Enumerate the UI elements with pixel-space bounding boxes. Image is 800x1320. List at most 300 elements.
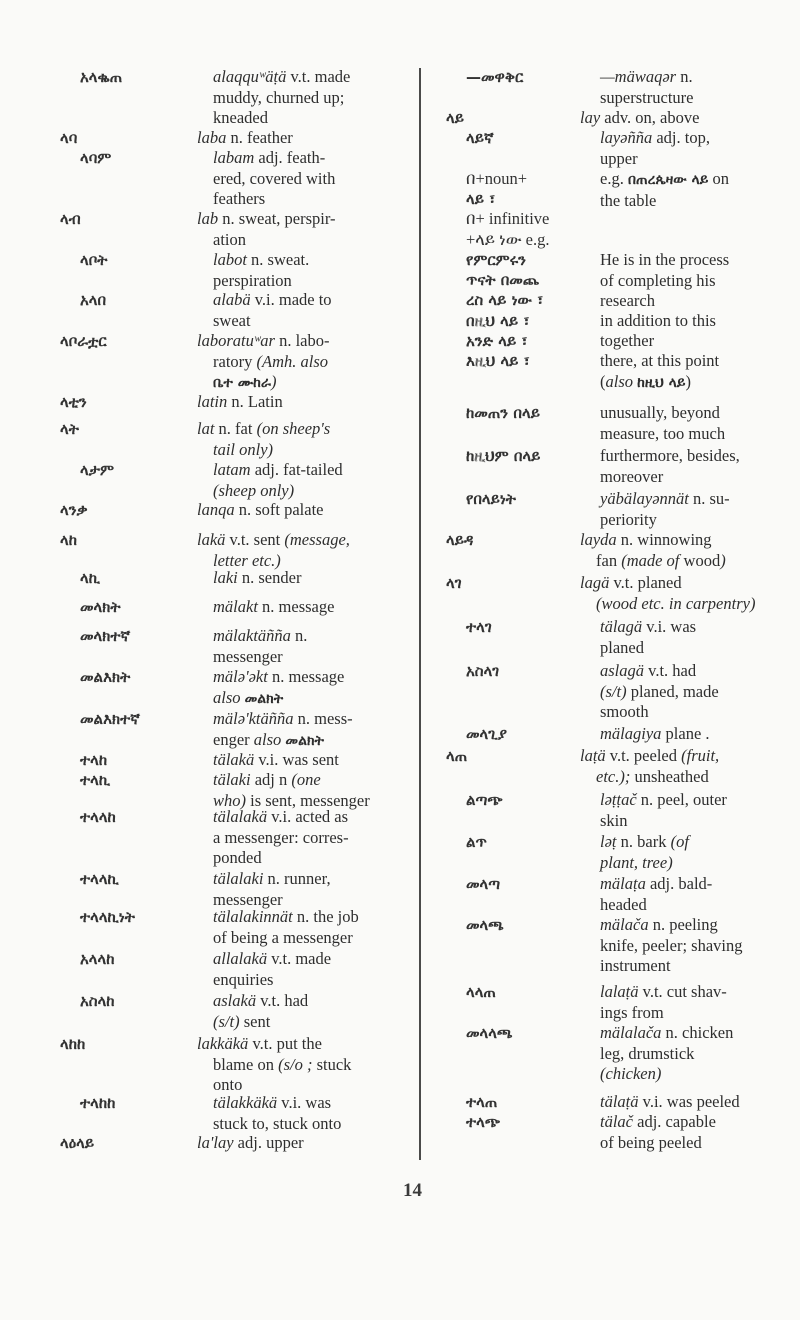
gloss-line — [600, 956, 782, 977]
italic-note: (one — [291, 770, 321, 789]
gloss — [600, 1023, 782, 1085]
headword: መላላጫ — [466, 1024, 513, 1042]
amharic-text: በጠረጴዛው ላይ — [627, 172, 709, 188]
transliteration: lagä — [580, 573, 610, 592]
amharic-text: መልክት — [285, 732, 324, 749]
gloss — [600, 1092, 782, 1113]
definition-text: on — [708, 169, 729, 188]
gloss — [600, 128, 782, 169]
definition-text: n. — [676, 67, 693, 86]
gloss — [197, 500, 394, 521]
definition-text: moreover — [600, 466, 664, 486]
gloss — [197, 128, 394, 149]
gloss — [580, 746, 762, 787]
definition-text: v.i. was sent — [254, 750, 339, 769]
headword: ላባም — [80, 149, 112, 167]
headword: መላጣ — [466, 875, 501, 893]
gloss — [213, 626, 410, 667]
definition-text: adv. on, above — [600, 108, 700, 127]
gloss-line — [600, 250, 782, 271]
definition-text: enquiries — [213, 969, 274, 989]
transliteration: aslagä — [600, 661, 645, 680]
headword: ተላላኪነት — [80, 908, 135, 926]
definition-text: v.i. was peeled — [638, 1092, 740, 1111]
gloss-line — [600, 811, 782, 832]
headword: —መዋቅር — [466, 68, 524, 86]
gloss-line — [213, 949, 410, 970]
headword: ረስ ላይ ነው ፣ — [466, 291, 544, 309]
gloss-line — [197, 440, 394, 461]
definition-text: messenger — [213, 889, 283, 909]
transliteration: tälač — [600, 1112, 633, 1131]
gloss-line — [213, 688, 410, 710]
gloss-line — [213, 460, 410, 481]
transliteration: lalaṭä — [600, 982, 639, 1001]
italic-note: also — [605, 371, 638, 391]
definition-text: n. chicken — [661, 1023, 734, 1042]
gloss-line — [600, 88, 782, 109]
headword: መላጫ — [466, 916, 504, 934]
gloss-line — [213, 709, 410, 730]
transliteration: mälaktäñña — [213, 626, 291, 645]
italic-note: who) — [213, 790, 246, 810]
transliteration: laṭä — [580, 746, 606, 765]
definition-text: adj. top, — [652, 128, 710, 147]
gloss — [213, 1093, 410, 1134]
gloss-line — [600, 1112, 782, 1133]
headword: ላቲን — [60, 393, 87, 411]
headword: ከዚህም በላይ — [466, 447, 541, 465]
definition-text: feathers — [213, 189, 266, 208]
definition-text: muddy, churned up; — [213, 87, 345, 107]
definition-text: ings from — [600, 1002, 664, 1022]
transliteration: tälagä — [600, 617, 643, 636]
headword: መልእክተኛ — [80, 710, 140, 728]
definition-text: skin — [600, 810, 628, 830]
gloss — [600, 832, 782, 873]
italic-note: plant, tree) — [600, 852, 673, 872]
transliteration: tälaki — [213, 770, 251, 789]
headword: ላይኛ — [466, 129, 494, 147]
gloss — [213, 991, 410, 1032]
italic-note: (Amh. also — [256, 351, 329, 371]
definition-text: sent — [239, 1011, 271, 1031]
gloss — [213, 568, 410, 589]
gloss — [213, 67, 410, 129]
gloss — [600, 67, 782, 108]
gloss-line — [213, 67, 410, 88]
gloss-line — [600, 790, 782, 811]
gloss-line — [213, 991, 410, 1012]
definition-text: n. bark — [616, 832, 671, 851]
gloss — [600, 1112, 782, 1153]
gloss-line — [213, 189, 410, 210]
gloss-line — [600, 424, 782, 445]
headword: ላቦት — [80, 251, 108, 269]
gloss — [197, 209, 394, 250]
gloss-line — [600, 128, 782, 149]
definition-text: n. peeling — [648, 915, 718, 934]
headword: ተላላኪ — [80, 870, 119, 888]
gloss-line — [600, 1044, 782, 1065]
definition-text: together — [600, 331, 655, 350]
transliteration: lat — [197, 419, 215, 438]
amharic-text: ቤተ ሙከራ — [213, 375, 271, 391]
transliteration: mälača — [600, 915, 649, 934]
definition-text: v.t. had — [644, 661, 697, 680]
gloss-line — [213, 148, 410, 169]
gloss-line — [600, 1023, 782, 1044]
transliteration: laboratuʷar — [197, 331, 275, 350]
definition-text: leg, drumstick — [600, 1043, 695, 1063]
gloss-line — [213, 1093, 410, 1114]
definition-text: plane . — [661, 724, 710, 743]
gloss — [213, 667, 410, 709]
headword: አላበ — [80, 291, 107, 309]
transliteration: layda — [580, 530, 617, 549]
transliteration: tälakkäkä — [213, 1093, 278, 1112]
headword: ላይ — [446, 109, 464, 127]
gloss-line — [213, 928, 410, 949]
gloss-line — [600, 311, 782, 332]
italic-note: (s/t) — [600, 681, 627, 701]
headword: ተላኪ — [80, 771, 111, 789]
definition-text: in addition to this — [600, 311, 716, 330]
gloss-line — [600, 1064, 782, 1085]
definition-text: v.i. made to — [250, 290, 332, 309]
amharic-text: ከዚህ ላይ — [637, 374, 686, 391]
headword: አንድ ላይ ፣ — [466, 332, 528, 350]
gloss-line — [197, 1034, 394, 1055]
italic-note: etc.); — [596, 766, 631, 786]
transliteration: tälalakä — [213, 807, 268, 826]
gloss — [600, 982, 782, 1023]
definition-text: smooth — [600, 702, 649, 721]
headword: እዚህ ላይ ፣ — [466, 352, 530, 370]
gloss — [600, 874, 782, 915]
gloss — [213, 250, 410, 291]
definition-text: n. sweat, perspir- — [218, 209, 336, 228]
gloss-line — [600, 372, 782, 394]
gloss-line — [197, 128, 394, 149]
gloss-line — [600, 149, 782, 170]
headword: መላጊያ — [466, 725, 507, 743]
gloss-line — [197, 209, 394, 230]
italic-note: also — [253, 729, 286, 749]
transliteration: mälagiya — [600, 724, 662, 743]
headword: ከመጠን በላይ — [466, 404, 540, 422]
definition-text: a messenger: corres- — [213, 827, 349, 847]
definition-text: n. labo- — [274, 331, 330, 350]
italic-note: ) — [720, 550, 726, 570]
gloss-line — [600, 291, 782, 312]
definition-text: v.t. cut shav- — [638, 982, 727, 1001]
definition-text: fan — [596, 550, 622, 570]
gloss-line — [213, 481, 410, 502]
gloss-line — [600, 1092, 782, 1113]
gloss-line — [197, 392, 394, 413]
gloss-line — [213, 568, 410, 589]
definition-text: n. su- — [688, 489, 730, 508]
definition-text: v.t. had — [256, 991, 309, 1010]
gloss-line — [213, 647, 410, 668]
gloss — [600, 403, 782, 444]
transliteration: mälakt — [213, 597, 258, 616]
gloss-line — [213, 730, 410, 752]
gloss-line — [600, 832, 782, 853]
definition-text: adj. fat-tailed — [250, 460, 343, 479]
gloss — [600, 724, 782, 745]
definition-text: n. the job — [292, 907, 359, 926]
gloss-line — [213, 869, 410, 890]
gloss-line — [580, 573, 762, 594]
gloss-line — [213, 970, 410, 991]
definition-text: blame on — [213, 1054, 279, 1074]
gloss — [600, 351, 782, 393]
transliteration: mälalača — [600, 1023, 662, 1042]
headword: በ+ infinitive — [466, 209, 550, 228]
italic-note: (s/t) — [213, 1011, 240, 1031]
definition-text: of completing his — [600, 270, 716, 290]
transliteration: tälalakinnät — [213, 907, 293, 926]
gloss-line — [213, 848, 410, 869]
gloss — [213, 770, 410, 811]
definition-text: v.t. made — [286, 67, 351, 86]
headword: ልጥ — [466, 833, 487, 851]
gloss-line — [600, 351, 782, 372]
gloss-line — [600, 331, 782, 352]
definition-text: v.t. made — [267, 949, 332, 968]
headword: ላከከ — [60, 1035, 86, 1053]
definition-text: upper — [600, 148, 638, 168]
definition-text: adj. bald- — [645, 874, 713, 893]
gloss-line — [197, 352, 394, 373]
gloss-line — [600, 915, 782, 936]
gloss-line — [600, 853, 782, 874]
gloss — [213, 807, 410, 869]
gloss-line — [213, 807, 410, 828]
gloss-line — [600, 467, 782, 488]
headword: ላብ — [60, 210, 81, 228]
gloss — [197, 392, 394, 413]
gloss-line — [600, 446, 782, 467]
gloss-line — [600, 724, 782, 745]
gloss-line — [600, 682, 782, 703]
transliteration: yäbälayənnät — [600, 489, 689, 508]
transliteration: laba — [197, 128, 227, 147]
definition-text: adj. feath- — [254, 148, 326, 167]
headword: የበላይነት — [466, 490, 516, 508]
gloss — [580, 573, 762, 614]
definition-text: n. sweat. — [246, 250, 310, 269]
transliteration: ləṭ — [600, 832, 617, 851]
transliteration: labot — [213, 250, 247, 269]
gloss — [197, 1133, 394, 1154]
gloss-line — [213, 626, 410, 647]
gloss-line — [600, 936, 782, 957]
definition-text: furthermore, besides, — [600, 446, 740, 465]
definition-text: measure, too much — [600, 423, 726, 443]
gloss — [600, 446, 782, 487]
definition-text: n. message — [267, 667, 345, 686]
headword: ልጣጭ — [466, 791, 503, 809]
definition-text: v.t. sent — [225, 530, 285, 549]
gloss-line — [197, 372, 394, 394]
definition-text: ( — [600, 371, 606, 391]
definition-text: v.i. was — [277, 1093, 332, 1112]
gloss-line — [600, 510, 782, 531]
gloss — [213, 907, 410, 948]
headword: ተላላከ — [80, 808, 116, 826]
gloss-line — [600, 661, 782, 682]
gloss — [213, 869, 410, 910]
transliteration: la'lay — [197, 1133, 234, 1152]
gloss — [600, 661, 782, 723]
headword: በዚህ ላይ ፣ — [466, 312, 530, 330]
gloss — [600, 790, 782, 831]
definition-text: n. Latin — [227, 392, 283, 411]
italic-note: (wood etc. in carpentry) — [596, 593, 756, 613]
headword: ላንቃ — [60, 501, 88, 519]
gloss-line — [213, 1114, 410, 1135]
gloss-line — [600, 982, 782, 1003]
gloss-line — [213, 750, 410, 771]
definition-text: unsheathed — [630, 766, 709, 786]
italic-note: (sheep only) — [213, 480, 295, 500]
gloss — [213, 709, 410, 751]
definition-text: ered, covered with — [213, 168, 336, 188]
definition-text: there, at this point — [600, 351, 720, 370]
headword: በ+noun+ — [466, 169, 528, 188]
gloss — [600, 617, 782, 658]
gloss-line — [600, 895, 782, 916]
headword: ላይዳ — [446, 531, 474, 549]
headword: አላላከ — [80, 950, 115, 968]
definition-text: planed — [600, 637, 644, 657]
gloss-line — [213, 250, 410, 271]
transliteration: ləṭṭač — [600, 790, 637, 809]
gloss — [213, 597, 410, 618]
gloss-line — [580, 767, 762, 788]
gloss-line — [197, 1133, 394, 1154]
definition-text: adj. capable — [633, 1112, 716, 1131]
transliteration: —mäwaqər — [600, 67, 677, 86]
gloss — [600, 915, 782, 977]
transliteration: mälə'əkt — [213, 667, 268, 686]
headword: ላቦራቷር — [60, 332, 107, 350]
gloss-line — [580, 551, 762, 572]
gloss-line — [600, 271, 782, 292]
definition-text: n. fat — [214, 419, 257, 438]
gloss-line — [213, 667, 410, 688]
definition-text: wood — [679, 550, 721, 570]
definition-text: knife, peeler; shaving — [600, 935, 743, 955]
definition-text: of being peeled — [600, 1132, 702, 1152]
transliteration: labam — [213, 148, 255, 167]
definition-text: n. — [290, 626, 308, 645]
definition-text: enger — [213, 729, 254, 749]
gloss — [600, 489, 782, 530]
headword: ላይ ፣ — [466, 190, 496, 208]
definition-text: n. message — [257, 597, 335, 616]
gloss — [213, 750, 410, 771]
gloss-line — [600, 638, 782, 659]
transliteration: lanqa — [197, 500, 235, 519]
gloss-line — [197, 419, 394, 440]
gloss-line — [600, 403, 782, 424]
definition-text: periority — [600, 509, 657, 529]
gloss — [197, 419, 394, 460]
gloss-line — [213, 907, 410, 928]
gloss-line — [580, 594, 762, 615]
gloss-line — [580, 746, 762, 767]
gloss-line — [213, 169, 410, 190]
gloss-line — [197, 331, 394, 352]
gloss — [213, 148, 410, 210]
transliteration: latam — [213, 460, 251, 479]
definition-text: He is in the process — [600, 250, 730, 269]
definition-text: adj n — [250, 770, 292, 789]
definition-text: is sent, messenger — [246, 790, 370, 810]
gloss-line — [600, 617, 782, 638]
gloss-line — [600, 1003, 782, 1024]
transliteration: lay — [580, 108, 601, 127]
gloss-line — [213, 597, 410, 618]
gloss — [600, 331, 782, 352]
italic-note: (of — [670, 832, 689, 851]
headword: ላታም — [80, 461, 114, 479]
definition-text: perspiration — [213, 270, 292, 290]
definition-text: planed, made — [626, 681, 719, 701]
headword: +ላይ ነው e.g. — [466, 230, 550, 249]
definition-text: kneaded — [213, 108, 268, 127]
definition-text: ponded — [213, 848, 262, 867]
definition-text: v.t. put the — [248, 1034, 322, 1053]
definition-text: e.g. — [600, 169, 628, 188]
headword: መላክተኛ — [80, 627, 131, 645]
transliteration: mälə'ktäñña — [213, 709, 294, 728]
gloss — [213, 290, 410, 331]
headword: ላባ — [60, 129, 78, 147]
definition-text: v.t. peeled — [605, 746, 682, 765]
transliteration: latin — [197, 392, 228, 411]
definition-text: adj. upper — [233, 1133, 304, 1152]
gloss — [197, 331, 394, 394]
definition-text: onto — [213, 1075, 243, 1094]
headword: ላገ — [446, 574, 462, 592]
transliteration: allalakä — [213, 949, 268, 968]
definition-text: v.i. acted as — [267, 807, 349, 826]
definition-text: n. peel, outer — [636, 790, 727, 809]
italic-note: (fruit, — [681, 746, 720, 765]
headword: ላጠ — [446, 747, 468, 765]
headword: አስላገ — [466, 662, 500, 680]
headword: ተላከ — [80, 751, 108, 769]
definition-text: sweat — [213, 310, 251, 330]
column-divider — [419, 68, 421, 1160]
transliteration: tälalaki — [213, 869, 264, 888]
transliteration: tälakä — [213, 750, 255, 769]
headword: አስላከ — [80, 992, 115, 1010]
gloss — [213, 460, 410, 501]
gloss-line — [213, 88, 410, 109]
headword: ላዕላይ — [60, 1134, 95, 1152]
definition-text: messenger — [213, 646, 283, 666]
gloss-line — [600, 191, 782, 212]
gloss — [600, 250, 782, 312]
gloss-line — [213, 1012, 410, 1033]
transliteration: laki — [213, 568, 238, 587]
